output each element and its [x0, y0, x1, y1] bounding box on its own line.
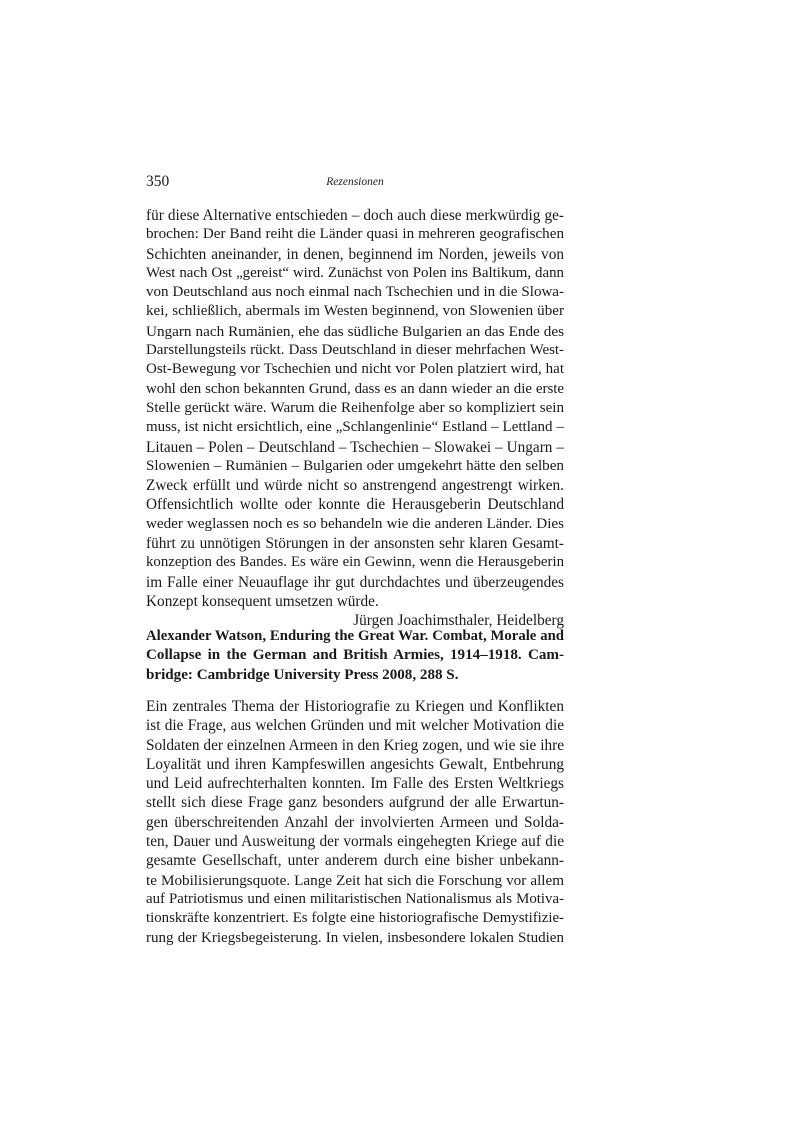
page-header — [146, 173, 564, 195]
text-line: gesamte Gesellschaft, unter anderem durch eine bisher unbekann- — [146, 852, 564, 870]
text-line: gen überschreitenden Anzahl der involvierten Armeen und Solda- — [146, 813, 564, 831]
text-line: weder weglassen noch es so behandeln wie die anderen Länder. Dies — [146, 515, 564, 532]
text-line: und Leid aufrechterhalten konnten. Im Falle des Ersten Weltkriegs — [146, 775, 564, 793]
text-line: Zweck erfüllt und würde nicht so anstrengend angestrengt wirken. — [146, 477, 564, 495]
review-2-body — [146, 697, 564, 948]
text-line: führt zu unnötigen Störungen in der ansonsten sehr klaren Gesamt- — [146, 535, 564, 553]
text-line: Soldaten der einzelnen Armeen in den Krieg zogen, und wie sie ihre — [146, 736, 564, 754]
text-line: kei, schließlich, abermals im Westen beginnend, von Slowenien über — [146, 303, 564, 320]
text-line: Schichten aneinander, in denen, beginnend im Norden, jeweils von — [146, 245, 564, 263]
text-line: wohl den schon bekannten Grund, dass es an dann wieder an die erste — [146, 380, 564, 397]
title-line: Alexander Watson, Enduring the Great War. Combat, Morale and — [146, 628, 564, 644]
text-line: von Deutschland aus noch einmal nach Tschechien und in die Slowa- — [146, 284, 564, 301]
text-line: te Mobilisierungsquote. Lange Zeit hat sich die Forschung vor allem — [146, 871, 564, 889]
text-line: ten, Dauer und Ausweitung der vormals eingehegten Kriege auf die — [146, 833, 564, 851]
text-line: brochen: Der Band reiht die Länder quasi in mehreren geografischen — [146, 226, 564, 243]
running-head: Rezensionen — [326, 176, 384, 188]
text-line: West nach Ost „gereist“ wird. Zunächst von Polen ins Baltikum, dann — [146, 264, 564, 281]
title-line: bridge: Cambridge University Press 2008, 288 S. — [146, 666, 459, 683]
text-line: Darstellungsteils rückt. Dass Deutschland in dieser mehrfachen West- — [146, 342, 564, 359]
text-line: Slowenien – Rumänien – Bulgarien oder umgekehrt hätte den selben — [146, 457, 564, 474]
review-signature: Jürgen Joachimsthaler, Heidelberg — [353, 612, 564, 630]
text-line: rung der Kriegsbegeisterung. In vielen, insbesondere lokalen Studien — [146, 929, 564, 946]
text-line: muss, ist nicht ersichtlich, eine „Schlangenlinie“ Estland – Lettland – — [146, 419, 564, 436]
text-line: ist die Frage, aus welchen Gründen und mit welcher Motivation die — [146, 717, 564, 735]
text-line: Litauen – Polen – Deutschland – Tschechien – Slowakei – Ungarn – — [146, 438, 564, 456]
text-line: tionskräfte konzentriert. Es folgte eine historiografische Demystifizie- — [146, 910, 564, 927]
text-line: für diese Alternative entschieden – doch auch diese merkwürdig ge- — [146, 207, 564, 224]
text-line: Konzept konsequent umsetzen würde. — [146, 592, 379, 610]
text-line: Offensichtlich wollte oder konnte die Herausgeberin Deutschland — [146, 496, 564, 514]
text-line: auf Patriotismus und einen militaristischen Nationalismus als Motiva- — [146, 890, 564, 907]
text-line: Loyalität und ihren Kampfeswillen angesichts Gewalt, Entbehrung — [146, 755, 564, 773]
text-line: stellt sich diese Frage ganz besonders aufgrund der alle Erwartun- — [146, 794, 564, 812]
review-1-body — [146, 206, 564, 631]
title-line: Collapse in the German and British Armies, 1914–1918. Cam- — [146, 647, 564, 664]
text-line: im Falle einer Neuauflage ihr gut durchdachtes und überzeugendes — [146, 573, 564, 591]
text-line: Ost-Bewegung vor Tschechien und nicht vor Polen platziert wird, hat — [146, 361, 564, 378]
text-line: Ungarn nach Rumänien, ehe das südliche Bulgarien an das Ende des — [146, 322, 564, 340]
text-line: Ein zentrales Thema der Historiografie zu Kriegen und Konflikten — [146, 698, 564, 715]
page-number: 350 — [146, 173, 170, 190]
text-line: konzeption des Bandes. Es wäre ein Gewinn, wenn die Herausgeberin — [146, 554, 564, 571]
review-2-title — [146, 627, 564, 685]
text-line: Stelle gerückt wäre. Warum die Reihenfolge aber so kompliziert sein — [146, 399, 564, 416]
